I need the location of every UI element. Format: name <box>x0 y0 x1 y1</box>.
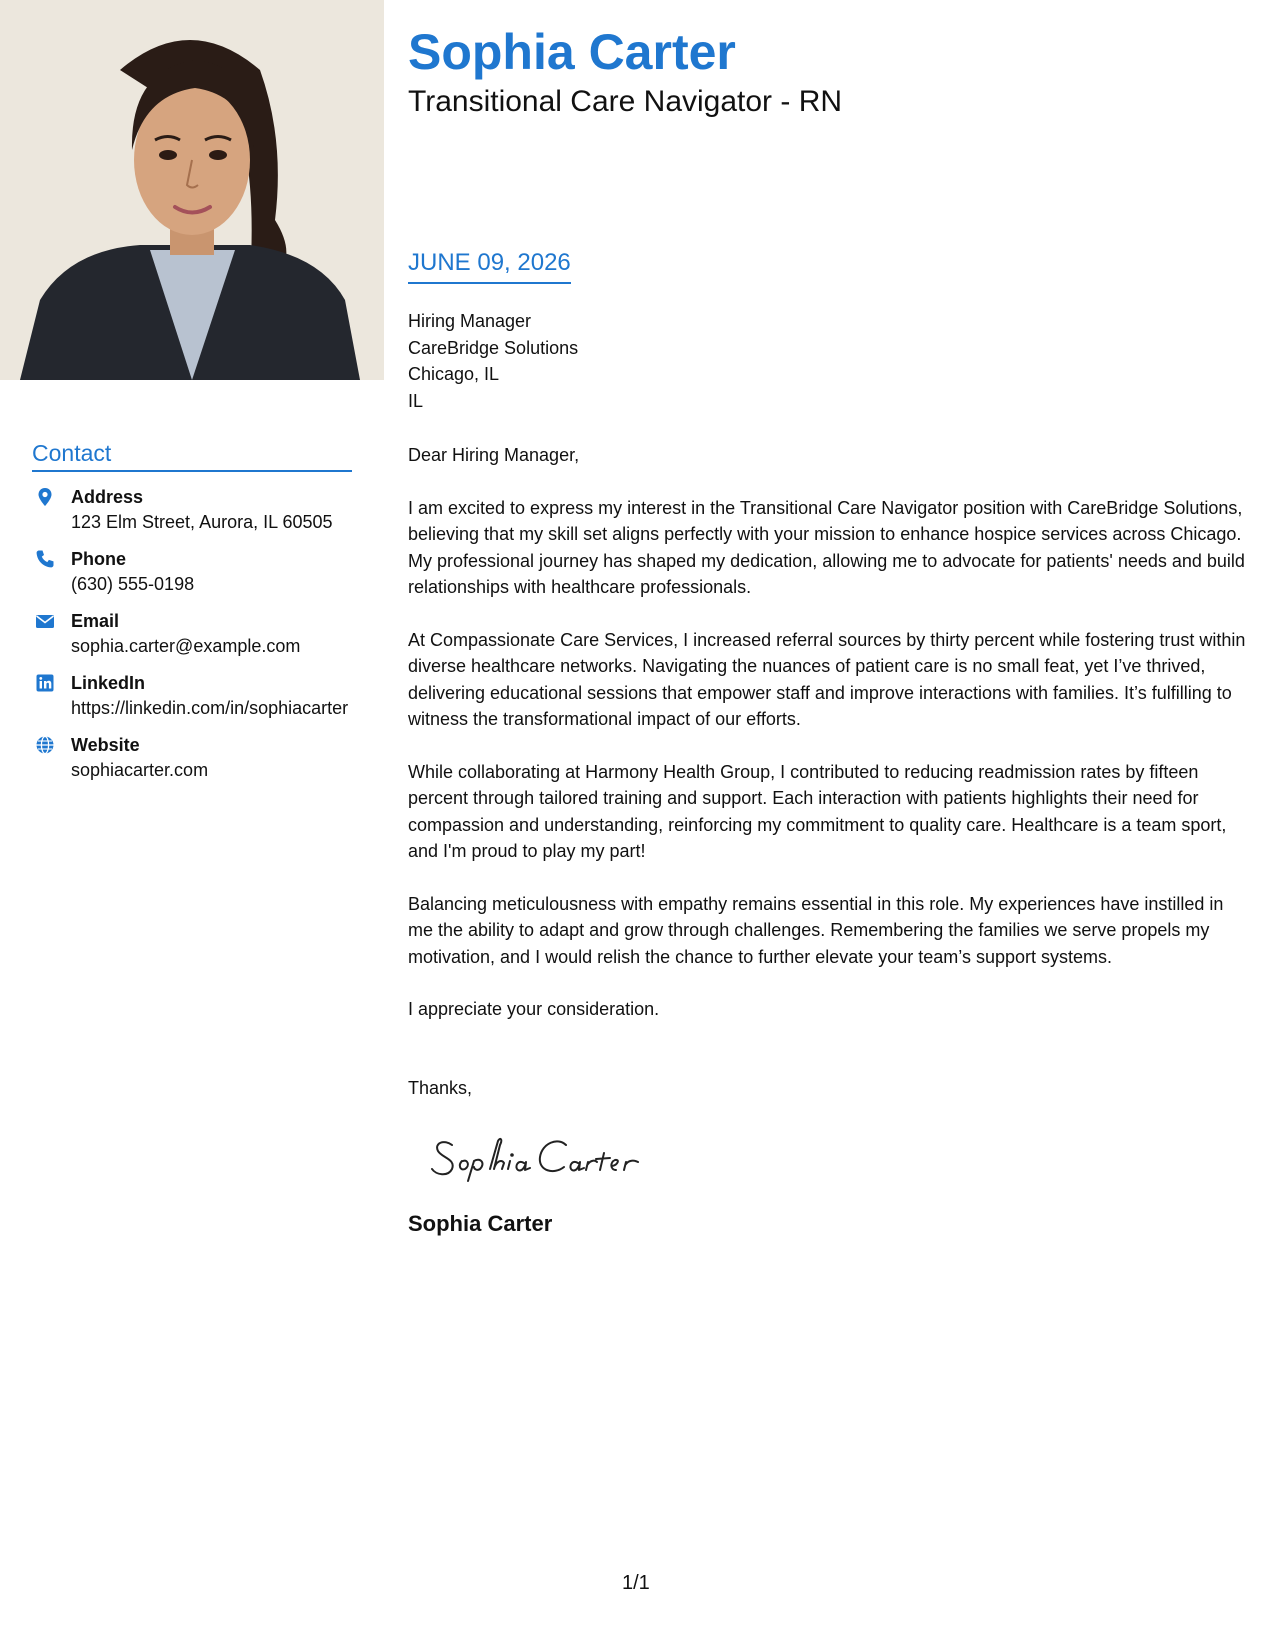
contact-label: LinkedIn <box>71 673 146 693</box>
body-paragraph: I am excited to express my interest in the Transitional Care Navigator position with CareBridge Solutions, believing that my skill set aligns perfectly with your mission to enhance hospice services across Chicago. My professional journey has shaped my dedication, allowing me to advocate for patients' needs and build relationships with healthcare professionals. <box>408 497 1245 597</box>
contact-label: Phone <box>71 549 127 569</box>
candidate-name: Sophia Carter <box>408 24 736 80</box>
phone-value: (630) 555-0198 <box>71 574 195 594</box>
contact-item-email <box>32 608 352 659</box>
contact-section <box>32 440 352 794</box>
handwritten-signature <box>430 1131 1248 1185</box>
salutation: Dear Hiring Manager, <box>408 445 580 465</box>
contact-item-phone <box>32 546 352 597</box>
address-value: 123 Elm Street, Aurora, IL 60505 <box>71 512 333 532</box>
website-value[interactable]: sophiacarter.com <box>71 760 209 780</box>
letter-date: JUNE 09, 2026 <box>408 249 571 284</box>
recipient-line: Hiring Manager <box>408 311 532 331</box>
contact-label: Website <box>71 735 140 755</box>
email-value[interactable]: sophia.carter@example.com <box>71 636 301 656</box>
recipient-line: IL <box>408 390 424 411</box>
linkedin-value[interactable]: https://linkedin.com/in/sophiacarter <box>71 698 349 718</box>
contact-label: Address <box>71 487 144 507</box>
contact-item-website <box>32 732 352 783</box>
body-paragraph: I appreciate your consideration. <box>408 999 660 1019</box>
contact-item-address <box>32 484 352 535</box>
phone-icon <box>35 549 55 569</box>
recipient-block <box>408 308 1248 414</box>
email-icon <box>35 611 55 631</box>
body-paragraph: While collaborating at Harmony Health Group, I contributed to reducing readmission rates by fifteen percent through tailored training and support. Each interaction with patients highlights their need for compassion and understanding, reinforcing my commitment to quality care. Healthcare is a team sport, and I'm proud to play my part! <box>408 761 1227 861</box>
recipient-line: Chicago, IL <box>408 364 500 384</box>
profile-photo <box>0 0 384 380</box>
closing: Thanks, <box>408 1077 473 1098</box>
linkedin-icon <box>35 673 55 693</box>
recipient-line: CareBridge Solutions <box>408 337 579 358</box>
signed-name: Sophia Carter <box>408 1211 553 1236</box>
letter-body <box>408 308 1248 1239</box>
body-paragraph: At Compassionate Care Services, I increased referral sources by thirty percent while fostering trust within diverse healthcare networks. Navigating the nuances of patient care is no small feat, yet I’ve thrived, delivering educational sessions that empower staff and improve interactions with families. It’s fulfilling to witness the transformational impact of our efforts. <box>408 629 1246 729</box>
contact-heading: Contact <box>32 440 352 472</box>
contact-item-linkedin <box>32 670 352 721</box>
body-paragraph: Balancing meticulousness with empathy remains essential in this role. My experiences have instilled in me the ability to adapt and grow through challenges. Remembering the families we serve propels my motivation, and I would relish the chance to further elevate your team’s support systems. <box>408 893 1224 967</box>
job-title: Transitional Care Navigator - RN <box>408 85 843 118</box>
page-number: 1/1 <box>622 1572 650 1594</box>
globe-icon <box>35 735 55 755</box>
contact-list <box>32 484 352 783</box>
map-pin-icon <box>35 487 55 507</box>
contact-label: Email <box>71 611 120 631</box>
